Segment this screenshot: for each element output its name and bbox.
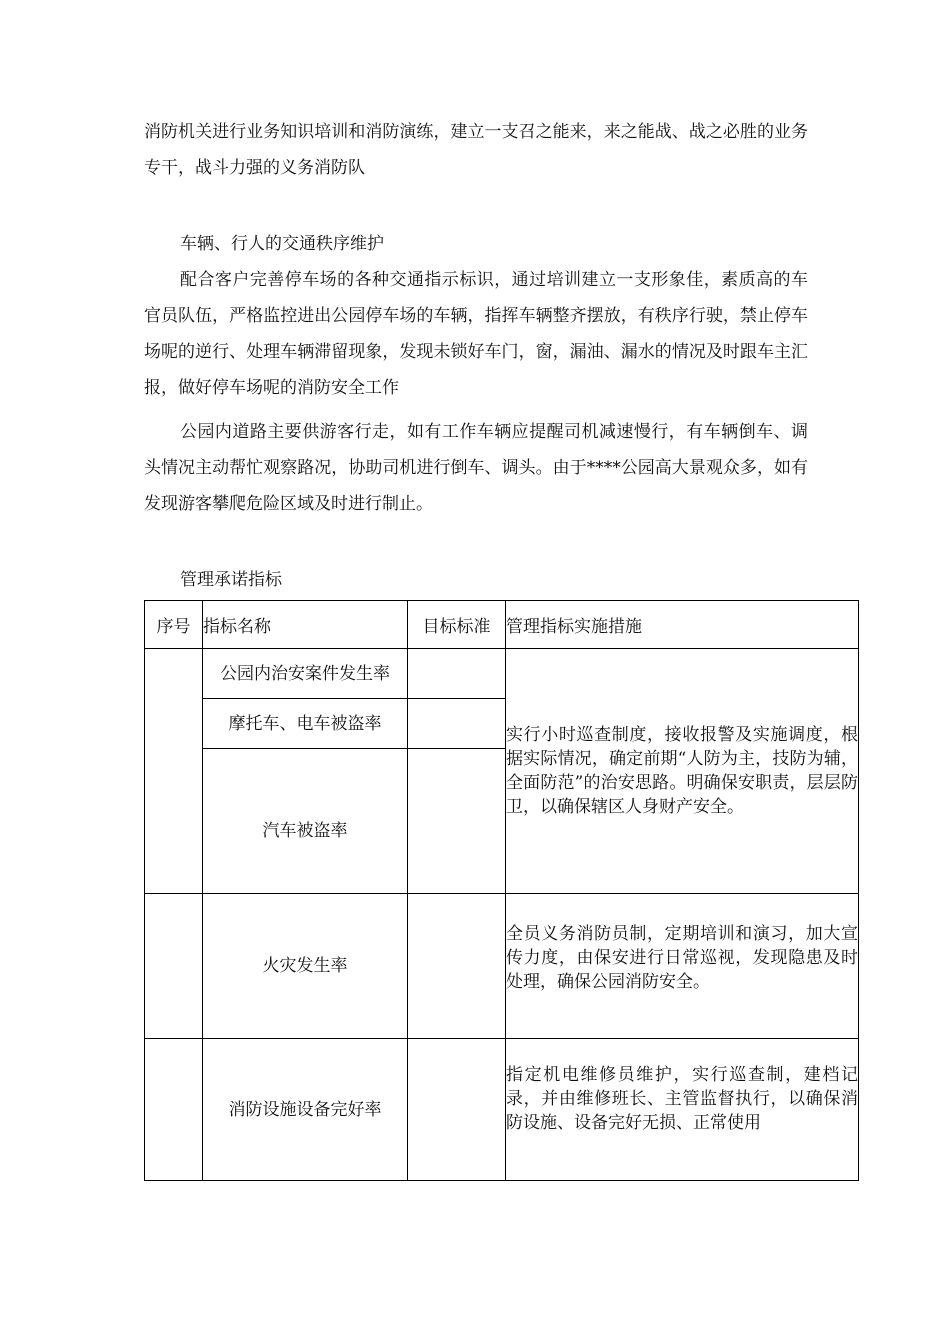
target-cell xyxy=(408,649,506,699)
metrics-table xyxy=(144,600,859,1181)
target-cell xyxy=(408,749,506,894)
index-cell xyxy=(145,894,203,1039)
header-index: 序号 xyxy=(145,601,203,649)
table-row xyxy=(145,649,859,699)
table-row xyxy=(145,894,859,1039)
target-cell xyxy=(408,894,506,1039)
table-header-row xyxy=(145,601,859,649)
index-cell xyxy=(145,1039,203,1181)
index-cell xyxy=(145,649,203,894)
paragraph-fire-brigade: 消防机关进行业务知识培训和消防演练，建立一支召之能来，来之能战、战之必胜的业务专干，战斗力强的义务消防队 xyxy=(144,122,808,178)
measure-cell: 全员义务消防员制，定期培训和演习，加大宣传力度，由保安进行日常巡视，发现隐患及时处理，确保公园消防安全。 xyxy=(506,894,859,1039)
metric-name-cell: 汽车被盗率 xyxy=(203,749,408,894)
metric-name-cell: 消防设施设备完好率 xyxy=(203,1039,408,1181)
paragraph-parking: 配合客户完善停车场的各种交通指示标识，通过培训建立一支形象佳，素质高的车官员队伍，严格监控进出公园停车场的车辆，指挥车辆整齐摆放，有秩序行驶，禁止停车场呢的逆行、处理车辆滞留现象，发现未锁好车门，窗，漏油、漏水的情况及时跟车主汇报，做好停车场呢的消防安全工作 xyxy=(144,270,808,398)
paragraph-park-roads: 公园内道路主要供游客行走，如有工作车辆应提醒司机减速慢行，有车辆倒车、调头情况主动帮忙观察路况，协助司机进行倒车、调头。由于****公园高大景观众多，如有发现游客攀爬危险区域及时进行制止。 xyxy=(144,422,808,514)
header-measures: 管理指标实施措施 xyxy=(506,601,859,649)
target-cell xyxy=(408,699,506,749)
heading-metrics: 管理承诺指标 xyxy=(180,570,282,590)
metric-name-cell: 火灾发生率 xyxy=(203,894,408,1039)
metric-name-cell: 摩托车、电车被盗率 xyxy=(203,699,408,749)
target-cell xyxy=(408,1039,506,1181)
measure-cell: 指定机电维修员维护，实行巡查制，建档记录，并由维修班长、主管监督执行，以确保消防设施、设备完好无损、正常使用 xyxy=(506,1039,859,1181)
table-row xyxy=(145,1039,859,1181)
measure-cell: 实行小时巡查制度，接收报警及实施调度，根据实际情况，确定前期“人防为主，技防为辅，全面防范”的治安思路。明确保安职责，层层防卫，以确保辖区人身财产安全。 xyxy=(506,649,859,894)
heading-traffic: 车辆、行人的交通秩序维护 xyxy=(180,234,384,254)
header-name: 指标名称 xyxy=(203,601,408,649)
metric-name-cell: 公园内治安案件发生率 xyxy=(203,649,408,699)
header-target: 目标标准 xyxy=(408,601,506,649)
